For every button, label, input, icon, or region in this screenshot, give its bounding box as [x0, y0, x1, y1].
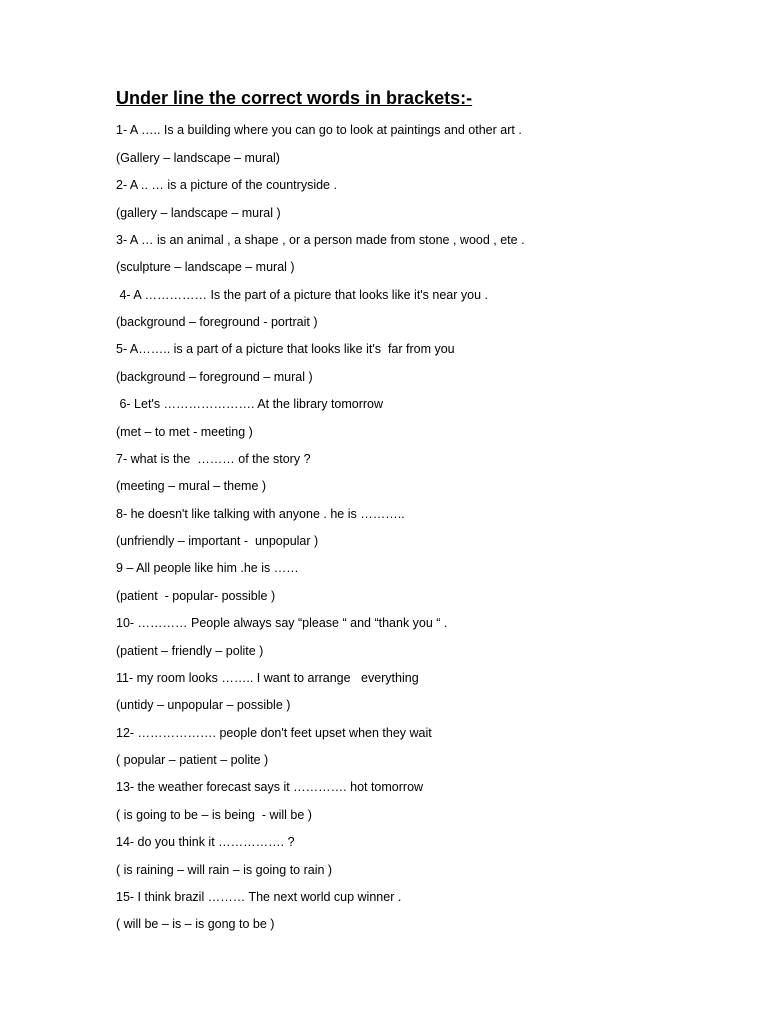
- options-line: (untidy – unpopular – possible ): [116, 698, 291, 712]
- question-line: 1- A ….. Is a building where you can go to look at paintings and other art .: [116, 123, 522, 137]
- question-line: 13- the weather forecast says it …………. hot tomorrow: [116, 780, 424, 794]
- question-line: 15- I think brazil ……… The next world cup winner .: [116, 890, 402, 904]
- options-line: (meeting – mural – theme ): [116, 479, 267, 493]
- question-line: 8- he doesn't like talking with anyone . he is ………..: [116, 507, 405, 521]
- question-line: 14- do you think it ……………. ?: [116, 835, 295, 849]
- question-line: 4- A …………… Is the part of a picture that looks like it's near you .: [116, 288, 488, 302]
- options-line: (unfriendly – important - unpopular ): [116, 534, 319, 548]
- question-line: 3- A … is an animal , a shape , or a person made from stone , wood , ete .: [116, 233, 525, 247]
- options-line: ( popular – patient – polite ): [116, 753, 269, 767]
- options-line: (patient – friendly – polite ): [116, 644, 264, 658]
- options-line: ( will be – is – is gong to be ): [116, 917, 275, 931]
- options-line: ( is going to be – is being - will be ): [116, 808, 312, 822]
- question-line: 6- Let's …………………. At the library tomorrow: [116, 397, 384, 411]
- options-line: (met – to met - meeting ): [116, 425, 253, 439]
- question-line: 12- ………………. people don't feet upset when they wait: [116, 726, 432, 740]
- options-line: (sculpture – landscape – mural ): [116, 260, 295, 274]
- options-line: (background – foreground – mural ): [116, 370, 313, 384]
- question-line: 2- A .. … is a picture of the countryside .: [116, 178, 337, 192]
- options-line: ( is raining – will rain – is going to rain ): [116, 863, 333, 877]
- question-line: 10- ………… People always say “please “ and “thank you “ .: [116, 616, 448, 630]
- question-line: 5- A…….. is a part of a picture that looks like it's far from you: [116, 342, 455, 356]
- question-line: 7- what is the ……… of the story ?: [116, 452, 311, 466]
- options-line: (background – foreground - portrait ): [116, 315, 318, 329]
- question-line: 11- my room looks …….. I want to arrange everything: [116, 671, 419, 685]
- options-line: (gallery – landscape – mural ): [116, 206, 281, 220]
- question-line: 9 – All people like him .he is ……: [116, 561, 299, 575]
- options-line: (patient - popular- possible ): [116, 589, 276, 603]
- worksheet-title: Under line the correct words in brackets:-: [116, 88, 473, 108]
- options-line: (Gallery – landscape – mural): [116, 151, 280, 165]
